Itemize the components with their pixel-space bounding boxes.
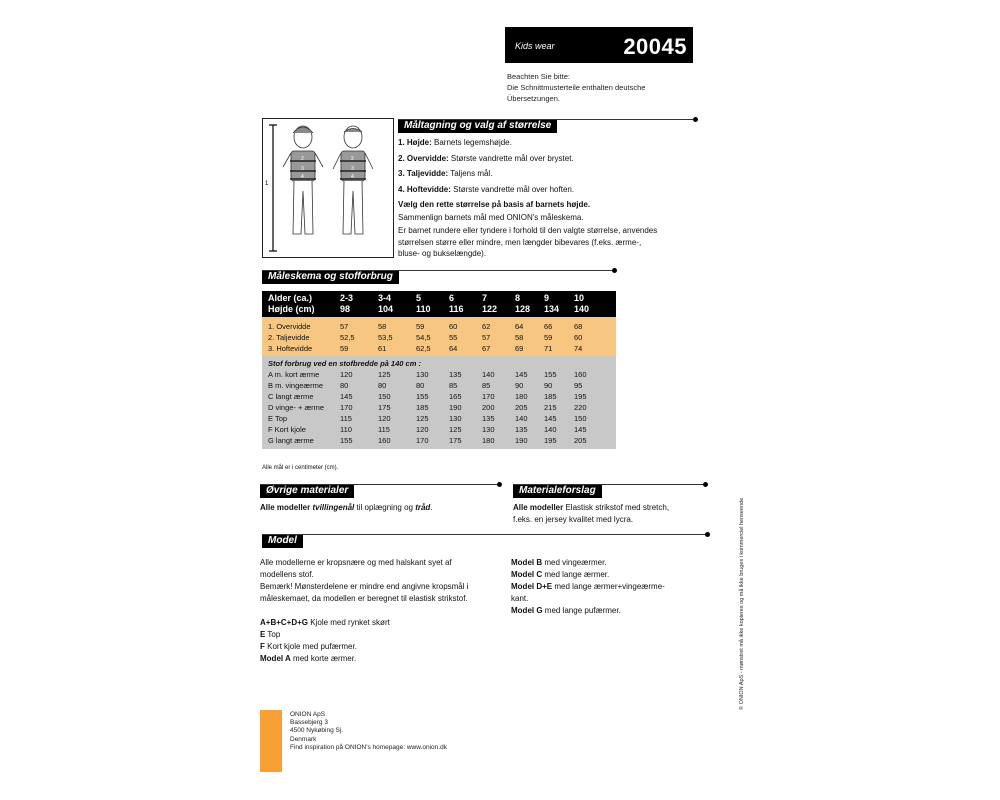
value-cell: 170 (416, 436, 429, 445)
row-label: E Top (268, 414, 288, 423)
model-item: kant. (511, 594, 529, 603)
value-cell: 155 (340, 436, 353, 445)
value-cell: 69 (515, 344, 524, 353)
value-cell: 62 (482, 322, 491, 331)
model-item: Model A med korte ærmer. (260, 654, 357, 663)
size-chart-heading: Måleskema og stofforbrug (262, 270, 399, 284)
section-rule (262, 270, 614, 271)
value-cell: 115 (340, 414, 352, 423)
measure-item-hip: 4. Hoftevidde: Største vandrette mål over hoften. (398, 184, 575, 194)
value-cell: 62,5 (416, 344, 431, 353)
model-item: A+B+C+D+G Kjole med rynket skørt (260, 618, 390, 627)
value-cell: 95 (574, 381, 583, 390)
table-row (268, 402, 608, 413)
value-cell: 120 (416, 425, 429, 434)
value-cell: 180 (482, 436, 495, 445)
age-cell: 9 (544, 293, 550, 303)
row-label: D vinge- + ærme (268, 403, 325, 412)
value-cell: 185 (544, 392, 557, 401)
model-item: F Kort kjole med pufærmer. (260, 642, 357, 651)
value-cell: 85 (482, 381, 491, 390)
company-address: ONION ApS Bassebjerg 3 4500 Nykøbing Sj. Denmark Find inspiration på ONION's homepage: www.onion.dk (290, 711, 447, 751)
value-cell: 170 (340, 403, 353, 412)
row-label: C langt ærme (268, 392, 314, 401)
value-cell: 64 (515, 322, 524, 331)
value-cell: 54,5 (416, 333, 431, 342)
height-cell: 104 (378, 304, 394, 314)
value-cell: 57 (482, 333, 491, 342)
measuring-heading: Måltagning og valg af størrelse (398, 119, 557, 133)
value-cell: 53,5 (378, 333, 393, 342)
height-cell: 140 (574, 304, 590, 314)
size-header-band (262, 291, 616, 317)
section-rule (262, 534, 708, 535)
material-suggestions-heading: Materialeforslag (513, 484, 602, 498)
table-row (268, 380, 608, 391)
value-cell: 52,5 (340, 333, 355, 342)
age-cell: 3-4 (378, 293, 392, 303)
value-cell: 60 (574, 333, 583, 342)
table-row (268, 413, 608, 424)
value-cell: 85 (449, 381, 458, 390)
size-footnote: Alle mål er i centimeter (cm). (262, 465, 339, 471)
height-cell: 116 (449, 304, 464, 314)
value-cell: 90 (515, 381, 524, 390)
measuring-text (398, 137, 708, 260)
value-cell: 68 (574, 322, 583, 331)
value-cell: 135 (482, 414, 495, 423)
other-materials-heading: Øvrige materialer (260, 484, 354, 498)
compare-text: Sammenlign barnets mål med ONION's måleskema. (398, 212, 584, 222)
height-label: Højde (cm) (268, 304, 315, 314)
table-row (268, 343, 608, 354)
value-cell: 125 (378, 370, 391, 379)
table-row (268, 369, 608, 380)
value-cell: 90 (544, 381, 553, 390)
fabric-title: Stof forbrug ved en stofbredde på 140 cm : (268, 359, 421, 368)
age-cell: 2-3 (340, 293, 354, 303)
value-cell: 80 (416, 381, 425, 390)
table-row (268, 435, 608, 446)
measure-item-height: 1. Højde: Barnets legemshøjde. (398, 138, 512, 147)
category-label: Kids wear (515, 41, 555, 51)
height-cell: 98 (340, 304, 351, 314)
age-cell: 10 (574, 293, 585, 303)
value-cell: 175 (378, 403, 391, 412)
model-item: Model C med lange ærmer. (511, 570, 610, 579)
value-cell: 155 (416, 392, 429, 401)
table-row (268, 332, 608, 343)
value-cell: 140 (515, 414, 528, 423)
value-cell: 150 (574, 414, 587, 423)
copyright-vertical: © ONION ApS - mønstret må ikke kopieres og må ikke bruges i kommerciel henseende (739, 497, 745, 710)
value-cell: 135 (515, 425, 528, 434)
age-label: Alder (ca.) (268, 293, 313, 303)
value-cell: 67 (482, 344, 491, 353)
homepage-line: Find inspiration på ONION's homepage: www.onion.dk (290, 743, 447, 751)
value-cell: 145 (340, 392, 353, 401)
model-heading: Model (262, 534, 303, 548)
age-cell: 7 (482, 293, 488, 303)
value-cell: 71 (544, 344, 553, 353)
value-cell: 200 (482, 403, 495, 412)
footer-color-bar (260, 710, 282, 772)
value-cell: 195 (544, 436, 557, 445)
value-cell: 145 (574, 425, 587, 434)
model-item: Model G med lange pufærmer. (511, 606, 621, 615)
fabric-band (262, 356, 616, 449)
height-cell: 134 (544, 304, 560, 314)
value-cell: 145 (515, 370, 528, 379)
pattern-number: 20045 (623, 34, 687, 59)
model-list-right (511, 557, 665, 617)
value-cell: 130 (416, 370, 429, 379)
row-label: F Kort kjole (268, 425, 306, 434)
table-row (268, 391, 608, 402)
value-cell: 59 (416, 322, 425, 331)
model-item: Model D+E med lange ærmer+vingeærme- (511, 582, 665, 591)
value-cell: 155 (544, 370, 557, 379)
model-list-left (260, 617, 390, 665)
row-label: 2. Taljevidde (268, 333, 310, 342)
value-cell: 160 (378, 436, 391, 445)
value-cell: 205 (515, 403, 528, 412)
value-cell: 195 (574, 392, 587, 401)
rule-dot (693, 117, 698, 122)
table-row (268, 424, 608, 435)
value-cell: 80 (378, 381, 387, 390)
svg-text:4: 4 (301, 174, 304, 180)
value-cell: 175 (449, 436, 462, 445)
section-rule (260, 484, 500, 485)
model-intro: Alle modellerne er kropsnære og med halskant syet af modellens stof. Bemærk! Mønsterdelene er mindre end angivne kropsmål i måleskemaet, da modellen er beregnet til elastisk strikstof. (260, 558, 469, 603)
value-cell: 190 (449, 403, 462, 412)
row-label: G langt ærme (268, 436, 314, 445)
value-cell: 59 (340, 344, 349, 353)
value-cell: 61 (378, 344, 387, 353)
value-cell: 205 (574, 436, 587, 445)
age-cell: 6 (449, 293, 455, 303)
height-cell: 110 (416, 304, 431, 314)
value-cell: 59 (544, 333, 553, 342)
value-cell: 150 (378, 392, 391, 401)
choose-size-text: Vælg den rette størrelse på basis af barnets højde. (398, 200, 591, 209)
value-cell: 60 (449, 322, 458, 331)
measurement-figure (262, 118, 394, 258)
value-cell: 165 (449, 392, 462, 401)
value-cell: 120 (340, 370, 353, 379)
value-cell: 130 (449, 414, 462, 423)
row-label: 1. Overvidde (268, 322, 311, 331)
value-cell: 125 (449, 425, 462, 434)
measure-item-waist: 3. Taljevidde: Taljens mål. (398, 169, 493, 178)
children-illustration (263, 119, 393, 257)
height-cell: 122 (482, 304, 498, 314)
rule-dot (703, 482, 708, 487)
model-item: E Top (260, 630, 281, 639)
value-cell: 58 (515, 333, 524, 342)
value-cell: 66 (544, 322, 553, 331)
svg-text:1: 1 (265, 181, 269, 187)
value-cell: 220 (574, 403, 587, 412)
svg-text:3: 3 (301, 166, 304, 172)
value-cell: 160 (574, 370, 587, 379)
svg-text:4: 4 (351, 174, 354, 180)
svg-text:2: 2 (351, 156, 354, 162)
row-label: B m. vingeærme (268, 381, 324, 390)
age-cell: 5 (416, 293, 422, 303)
value-cell: 115 (378, 425, 390, 434)
svg-text:3: 3 (351, 166, 354, 172)
row-label: A m. kort ærme (268, 370, 320, 379)
value-cell: 125 (416, 414, 429, 423)
value-cell: 190 (515, 436, 528, 445)
value-cell: 120 (378, 414, 391, 423)
measure-item-chest: 2. Overvidde: Største vandrette mål over brystet. (398, 153, 574, 163)
value-cell: 55 (449, 333, 458, 342)
value-cell: 140 (544, 425, 557, 434)
table-row (268, 321, 608, 332)
height-cell: 128 (515, 304, 531, 314)
value-cell: 215 (544, 403, 557, 412)
pattern-header (505, 27, 693, 63)
model-item: Model B med vingeærmer. (511, 558, 607, 567)
row-label: 3. Hoftevidde (268, 344, 313, 353)
rule-dot (612, 268, 617, 273)
section-rule (398, 119, 693, 120)
value-cell: 140 (482, 370, 495, 379)
section-rule (513, 484, 706, 485)
value-cell: 145 (544, 414, 557, 423)
value-cell: 80 (340, 381, 349, 390)
value-cell: 130 (482, 425, 495, 434)
other-materials-text: Alle modeller tvillingenål til oplægning og tråd. (260, 503, 433, 512)
value-cell: 74 (574, 344, 583, 353)
svg-text:2: 2 (301, 156, 304, 162)
value-cell: 185 (416, 403, 429, 412)
material-suggestions-text: Alle modeller Elastisk strikstof med stretch, f.eks. en jersey kvalitet med lycra. (513, 503, 670, 524)
rule-dot (705, 532, 710, 537)
value-cell: 57 (340, 322, 349, 331)
rounder-text: Er barnet rundere eller tyndere i forhold til den valgte størrelse, anvendes størrelsen større eller mindre, men længder bibevares (f.eks. ærme-, bluse- og bukselængde). (398, 226, 658, 258)
rule-dot (497, 482, 502, 487)
german-note: Beachten Sie bitte: Die Schnittmusterteile enthalten deutsche Übersetzungen. (507, 72, 646, 103)
value-cell: 135 (449, 370, 462, 379)
value-cell: 110 (340, 425, 352, 434)
value-cell: 170 (482, 392, 495, 401)
value-cell: 180 (515, 392, 528, 401)
size-chart-table (262, 291, 616, 449)
body-measure-band (262, 317, 616, 356)
value-cell: 64 (449, 344, 458, 353)
age-cell: 8 (515, 293, 521, 303)
value-cell: 58 (378, 322, 387, 331)
